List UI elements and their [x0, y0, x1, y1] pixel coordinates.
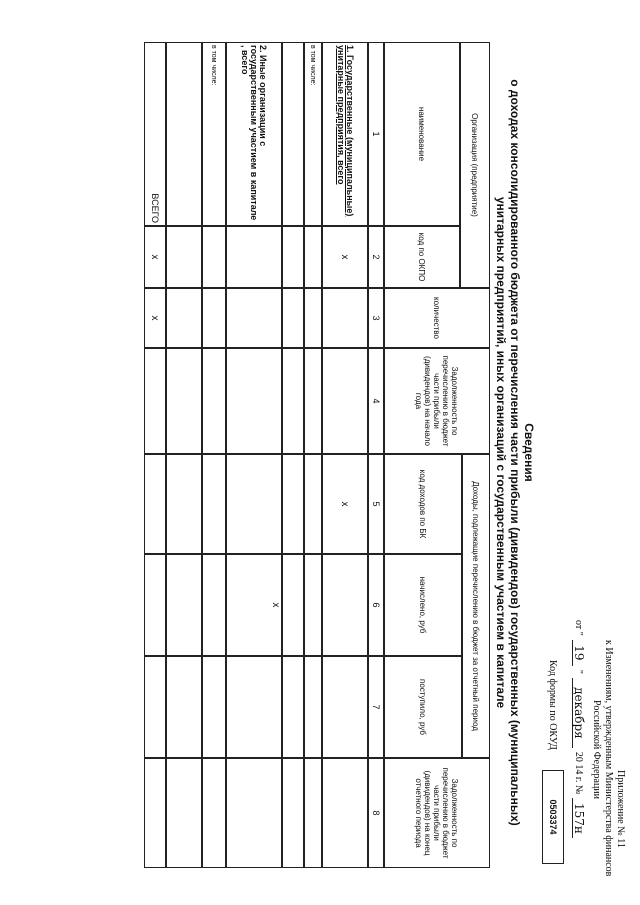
data-table	[8, 42, 490, 868]
total-label: ВСЕГО	[144, 42, 166, 226]
col-num-7: 7	[368, 656, 384, 758]
order-month: декабря	[572, 678, 585, 748]
row-other-organizations: 2. Иные организации с государственным участием в капитале , всего	[226, 42, 282, 226]
row2-debt-start	[226, 348, 282, 454]
row2-okpo	[226, 226, 282, 288]
header-debt-end: Задолженность по перечислению в бюджет части прибыли (дивидендов) на конец отчетного периода	[384, 758, 490, 868]
row2b-received	[202, 656, 226, 758]
row1-debt-start	[322, 348, 368, 454]
appendix-reference: к Изменениям, утвержденным Министерства финансов	[603, 640, 614, 877]
header-quantity: количество	[384, 288, 490, 348]
row2-debt-end	[226, 758, 282, 868]
row2b-qty	[202, 288, 226, 348]
empty-row-a-received	[282, 656, 304, 758]
header-accrued: начислено, руб	[384, 554, 462, 656]
order-line	[572, 620, 585, 838]
col-num-5: 5	[368, 454, 384, 554]
col-num-8: 8	[368, 758, 384, 868]
row1b-debt-end	[304, 758, 322, 868]
form-title: Сведения	[522, 423, 536, 482]
total-qty-cross: x	[144, 288, 166, 348]
header-income: Доходы, подлежащие перечислению в бюджет за отчетный период	[462, 454, 490, 758]
total-debt-start	[144, 348, 166, 454]
order-year: 20 14 г. №	[573, 751, 584, 795]
empty-row-b-received	[166, 656, 202, 758]
row1-kbk-cross: x	[322, 454, 368, 554]
row2-accrued-cross: x	[226, 554, 282, 656]
form-subtitle-2: унитарных предприятий, иных организаций с государственным участием в капитале	[494, 196, 508, 709]
row2-including-label: в том числе:	[202, 42, 226, 226]
row1-okpo-cross: x	[322, 226, 368, 288]
col-num-2: 2	[368, 226, 384, 288]
empty-row-b-qty	[166, 288, 202, 348]
okud-label: Код формы по ОКУД	[547, 660, 558, 750]
row1b-okpo	[304, 226, 322, 288]
empty-row-a-accrued	[282, 554, 304, 656]
row1b-kbk	[304, 454, 322, 554]
empty-row-b-debt-end	[166, 758, 202, 868]
header-debt-start: Задолженность по перечислению в бюджет части прибыли (дивидендов) на начало года	[384, 348, 490, 454]
row2b-kbk	[202, 454, 226, 554]
row2b-okpo	[202, 226, 226, 288]
appendix-number: Приложение № 11	[615, 770, 626, 848]
order-day: 19	[572, 640, 585, 666]
row-state-enterprises: 1. Государственные (муниципальные) унитарные предприятия, всего	[322, 42, 368, 226]
row1b-received	[304, 656, 322, 758]
col-num-1: 1	[368, 42, 384, 226]
row1b-accrued	[304, 554, 322, 656]
row1-qty	[322, 288, 368, 348]
total-received	[144, 656, 166, 758]
empty-row-a-okpo	[282, 226, 304, 288]
row2-qty	[226, 288, 282, 348]
col-num-3: 3	[368, 288, 384, 348]
empty-row-a-debt	[282, 348, 304, 454]
row1-accrued	[322, 554, 368, 656]
empty-row-a-qty	[282, 288, 304, 348]
col-num-6: 6	[368, 554, 384, 656]
total-okpo-cross: x	[144, 226, 166, 288]
form-subtitle-1: о доходах консолидированного бюджета от перечисления части прибыли (дивидендов) государственных (муниципальных)	[508, 79, 522, 826]
order-number: 157н	[572, 798, 585, 838]
col-num-4: 4	[368, 348, 384, 454]
empty-row-b-okpo	[166, 226, 202, 288]
row1-debt-end	[322, 758, 368, 868]
okud-code: 0503374	[542, 770, 564, 864]
empty-row-b-accrued	[166, 554, 202, 656]
row2-received	[226, 656, 282, 758]
row2b-accrued	[202, 554, 226, 656]
empty-row-b-debt	[166, 348, 202, 454]
order-from-label: от "	[573, 620, 584, 636]
total-accrued	[144, 554, 166, 656]
row2-kbk	[226, 454, 282, 554]
total-kbk	[144, 454, 166, 554]
empty-row-a-name	[282, 42, 304, 226]
empty-row-a-kbk	[282, 454, 304, 554]
row1-received	[322, 656, 368, 758]
empty-row-b-name	[166, 42, 202, 226]
appendix-federation: Российской Федерации	[591, 700, 602, 800]
header-organization: Организация (предприятие)	[460, 42, 490, 288]
header-okpo: код по ОКПО	[384, 226, 460, 288]
header-kbk: код доходов по БК	[384, 454, 462, 554]
row1-including-label: в том числе:	[304, 42, 322, 226]
header-received: поступило, руб	[384, 656, 462, 758]
row2b-debt-start	[202, 348, 226, 454]
order-day-close: "	[573, 669, 584, 674]
header-name: наименование	[384, 42, 460, 226]
row1b-debt-start	[304, 348, 322, 454]
empty-row-a-debt-end	[282, 758, 304, 868]
total-debt-end	[144, 758, 166, 868]
empty-row-b-kbk	[166, 454, 202, 554]
row1b-qty	[304, 288, 322, 348]
row2b-debt-end	[202, 758, 226, 868]
